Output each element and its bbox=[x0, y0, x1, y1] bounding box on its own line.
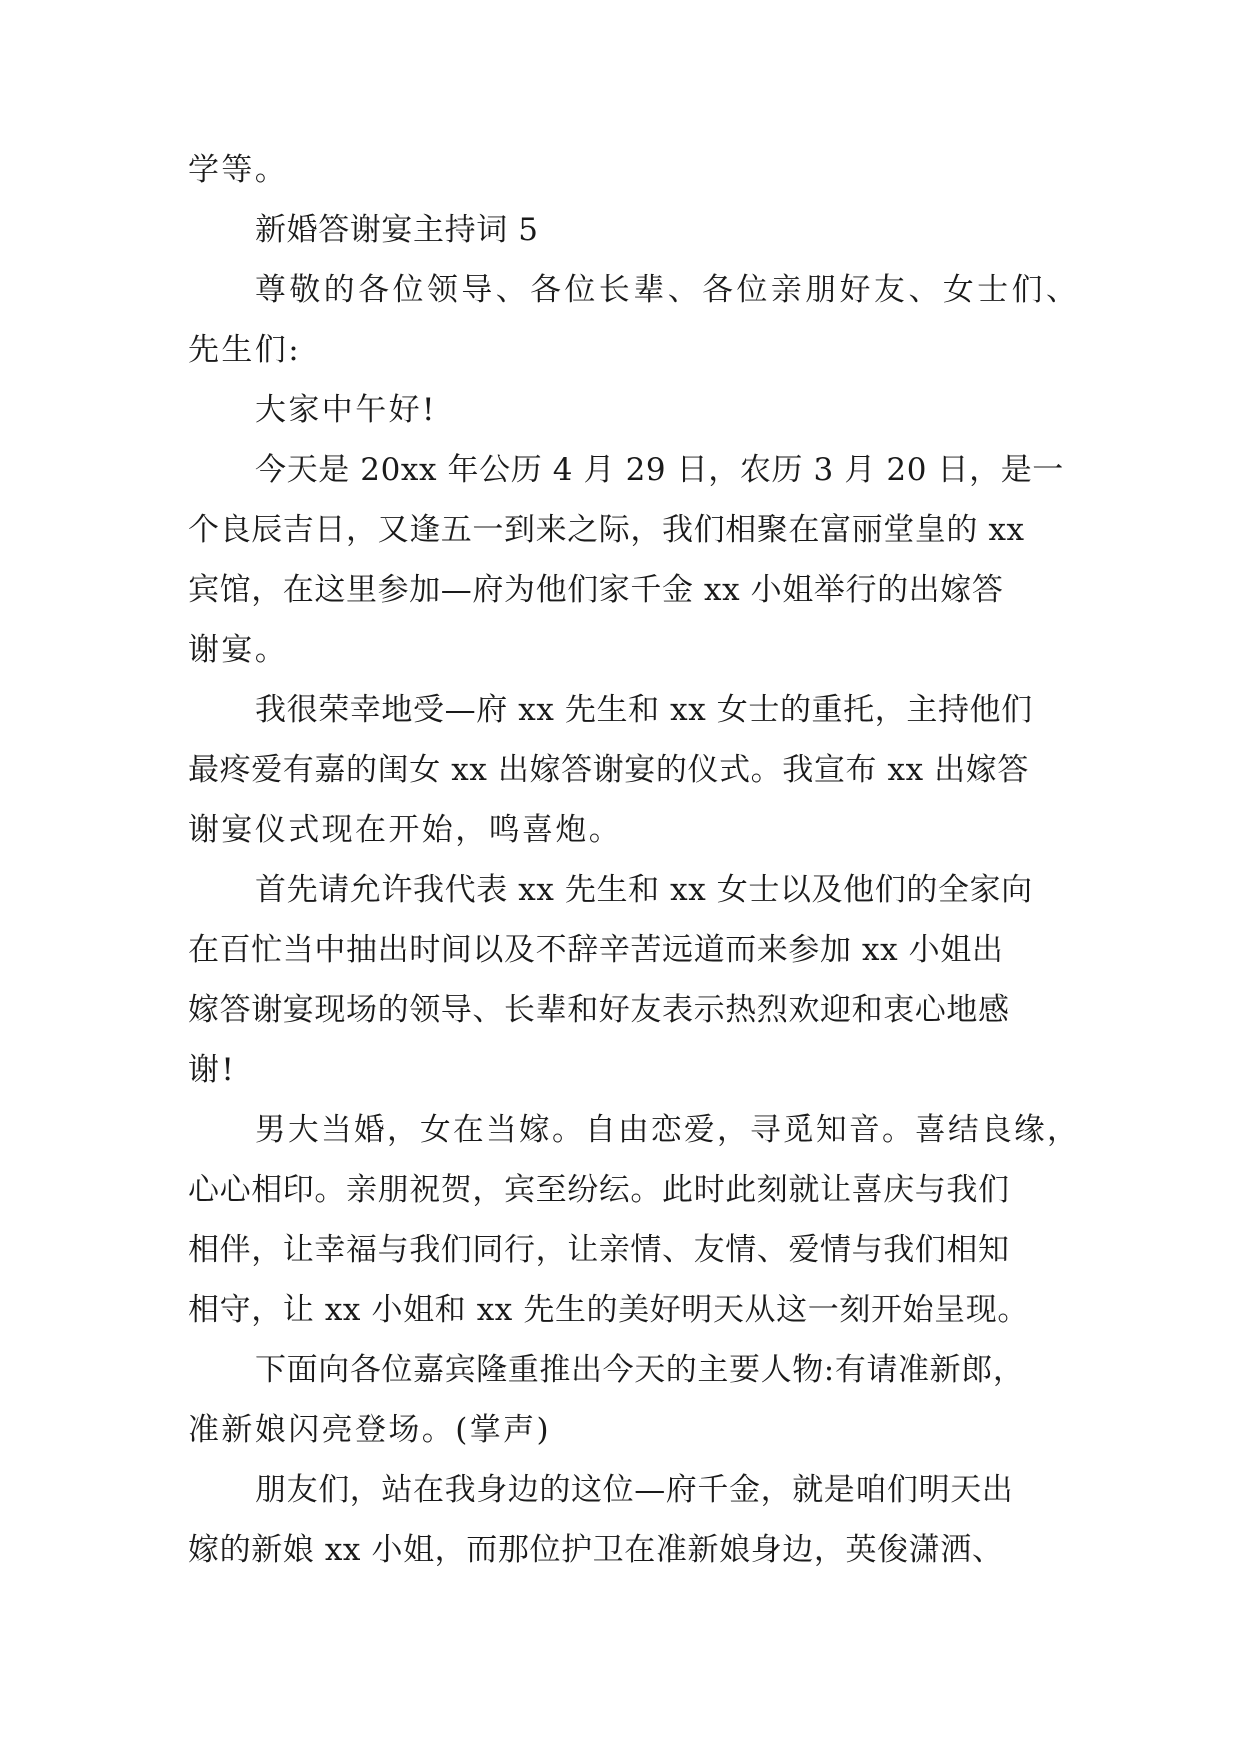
text-line: 今天是 20xx 年公历 4 月 29 日，农历 3 月 20 日，是一 bbox=[255, 452, 1064, 488]
text-line: 谢宴仪式现在开始，鸣喜炮。 bbox=[188, 812, 623, 848]
text-line: 心心相印。亲朋祝贺，宾至纷纭。此时此刻就让喜庆与我们 bbox=[188, 1172, 1010, 1208]
text-line: 嫁的新娘 xx 小姐，而那位护卫在准新娘身边，英俊潇洒、 bbox=[188, 1532, 1004, 1568]
text-line: 宾馆，在这里参加—府为他们家千金 xx 小姐举行的出嫁答 bbox=[188, 572, 1004, 608]
text-line: 最疼爱有嘉的闺女 xx 出嫁答谢宴的仪式。我宣布 xx 出嫁答 bbox=[188, 752, 1029, 788]
text-line: 相守，让 xx 小姐和 xx 先生的美好明天从这一刻开始呈现。 bbox=[188, 1292, 1029, 1328]
text-line: 先生们: bbox=[188, 332, 302, 368]
text-line: 相伴，让幸福与我们同行，让亲情、友情、爱情与我们相知 bbox=[188, 1232, 1010, 1268]
text-line: 我很荣幸地受—府 xx 先生和 xx 女士的重托，主持他们 bbox=[255, 692, 1033, 728]
text-line: 大家中午好! bbox=[255, 392, 437, 428]
text-line: 谢宴。 bbox=[188, 632, 289, 668]
text-line: 嫁答谢宴现场的领导、长辈和好友表示热烈欢迎和衷心地感 bbox=[188, 992, 1010, 1028]
text-line: 朋友们，站在我身边的这位—府千金，就是咱们明天出 bbox=[255, 1472, 1014, 1508]
text-line: 谢! bbox=[188, 1052, 237, 1088]
text-line: 男大当婚，女在当嫁。自由恋爱，寻觅知音。喜结良缘， bbox=[255, 1112, 1080, 1148]
text-line: 个良辰吉日，又逢五一到来之际，我们相聚在富丽堂皇的 xx bbox=[188, 512, 1025, 548]
text-line: 尊敬的各位领导、各位长辈、各位亲朋好友、女士们、 bbox=[255, 272, 1081, 308]
text-line: 首先请允许我代表 xx 先生和 xx 女士以及他们的全家向 bbox=[255, 872, 1033, 908]
text-line: 在百忙当中抽出时间以及不辞辛苦远道而来参加 xx 小姐出 bbox=[188, 932, 1004, 968]
text-line: 准新娘闪亮登场。(掌声) bbox=[188, 1412, 551, 1448]
text-line: 下面向各位嘉宾隆重推出今天的主要人物:有请准新郎， bbox=[255, 1352, 1025, 1388]
text-line: 学等。 bbox=[188, 152, 289, 188]
section-heading: 新婚答谢宴主持词 5 bbox=[255, 212, 539, 248]
